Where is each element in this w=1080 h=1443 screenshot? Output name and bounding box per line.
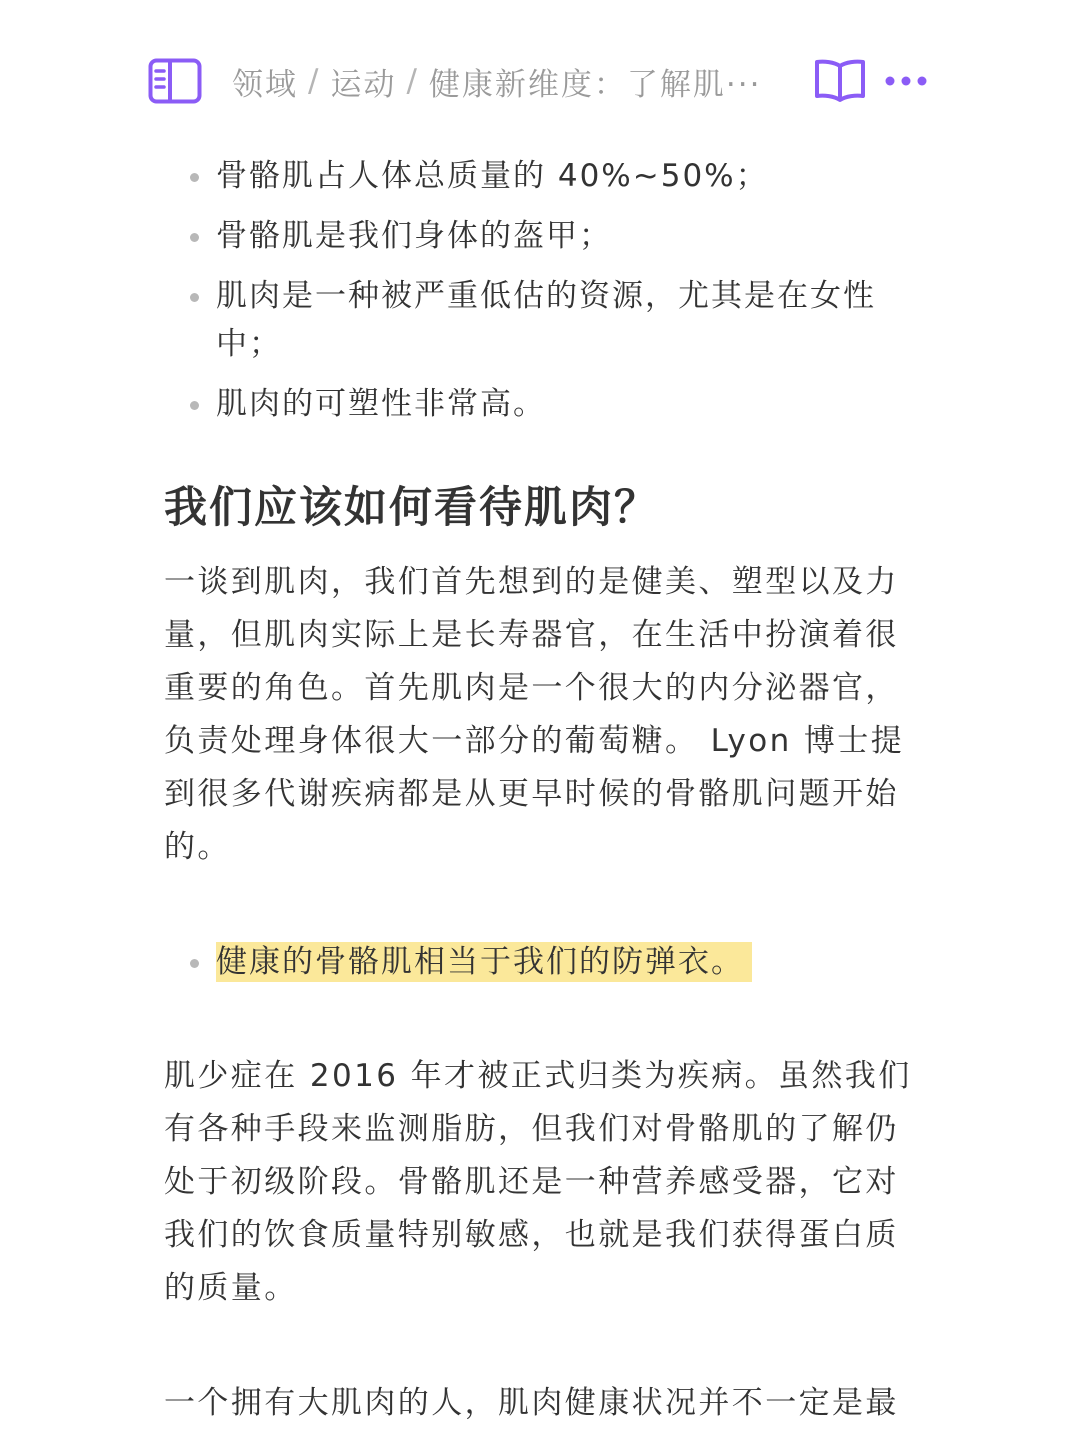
- bullet-list: [164, 152, 916, 428]
- sidebar-toggle-icon[interactable]: [148, 58, 202, 104]
- highlighted-text: 健康的骨骼肌相当于我们的防弹衣。: [216, 942, 752, 982]
- list-item: 肌肉的可塑性非常高。: [164, 380, 916, 428]
- open-book-icon[interactable]: [814, 58, 866, 104]
- breadcrumb: [232, 58, 792, 104]
- top-bar: [0, 0, 1080, 160]
- more-dots-icon[interactable]: [884, 70, 928, 92]
- paragraph: 肌少症在 2016 年才被正式归类为疾病。虽然我们有各种手段来监测脂肪，但我们对骨骼肌的了解仍处于初级阶段。骨骼肌还是一种营养感受器，它对我们的饮食质量特别敏感，也就是我们获得蛋白质的质量。: [164, 1058, 912, 1306]
- breadcrumb-item-domain[interactable]: 领域: [232, 66, 298, 103]
- article-content: [164, 152, 916, 1430]
- breadcrumb-item-sport[interactable]: 运动: [330, 66, 397, 103]
- list-item-highlighted: [164, 938, 916, 986]
- breadcrumb-separator: /: [406, 63, 419, 99]
- breadcrumb-separator: /: [308, 63, 321, 99]
- list-item: 骨骼肌是我们身体的盔甲；: [164, 212, 916, 260]
- section-heading: 我们应该如何看待肌肉？: [164, 483, 659, 533]
- list-item: 骨骼肌占人体总质量的 40%~50%；: [164, 152, 916, 200]
- highlighted-bullet-list: [164, 938, 916, 986]
- paragraph: 一谈到肌肉，我们首先想到的是健美、塑型以及力量，但肌肉实际上是长寿器官，在生活中扮演着很重要的角色。首先肌肉是一个很大的内分泌器官，负责处理身体很大一部分的葡萄糖。 Lyon 博士提到很多代谢疾病都是从更早时候的骨骼肌问题开始的。: [164, 564, 905, 865]
- breadcrumb-current-page: 健康新维度：了解肌···: [428, 66, 762, 103]
- list-item: 肌肉是一种被严重低估的资源，尤其是在女性中；: [164, 272, 916, 368]
- paragraph: 一个拥有大肌肉的人，肌肉健康状况并不一定是最: [164, 1385, 899, 1421]
